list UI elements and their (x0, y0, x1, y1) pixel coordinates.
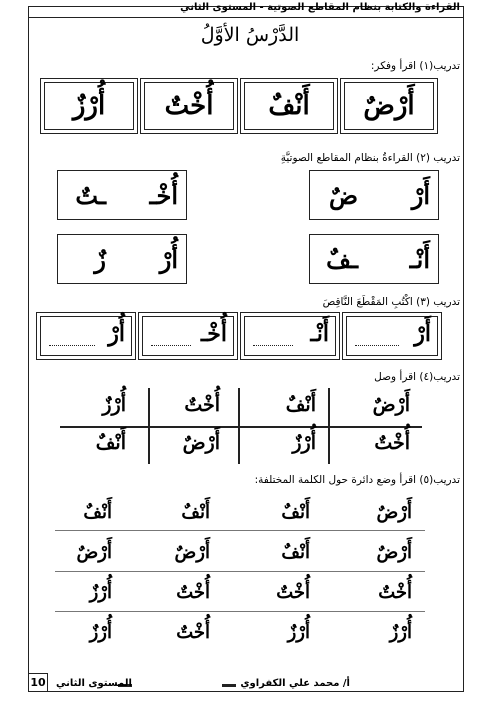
dotted-blank[interactable] (253, 345, 293, 346)
syllable-card: أَنْـ ـفٌ (310, 234, 438, 284)
match-word[interactable]: أُخْتٌ (374, 432, 410, 454)
dotted-blank[interactable] (355, 345, 399, 346)
table-vertical-line (328, 388, 330, 464)
choice-word[interactable]: أَنْفٌ (281, 502, 310, 523)
footer-teacher: أ/ محمد علي الكفراوي (240, 678, 350, 689)
choice-word[interactable]: أُرْزٌ (89, 622, 112, 643)
choice-word[interactable]: أُخْتٌ (378, 582, 412, 603)
lesson-title: الدَّرْسُ الأوَّلُ (200, 24, 300, 46)
header-title: القراءة والكتابة بنظام المقاطع الصوتية - المستوى الثاني (180, 2, 460, 13)
syllable-card: أُرْ زٌ (58, 234, 186, 284)
exercise-5-title: تدريب(٥) اقرأ وضع دائرة حول الكلمة المختلفة: (254, 474, 460, 486)
word-card: أَرْضٌ (340, 78, 438, 134)
match-word[interactable]: أَنْفٌ (285, 394, 316, 416)
exercise-3-title: تدريب (٣) اكْتُبِ المَقْطَعَ النَّاقِصَ (322, 296, 460, 308)
table-horizontal-line (60, 426, 422, 428)
choice-word[interactable]: أُخْتٌ (176, 582, 210, 603)
match-word[interactable]: أُرْزٌ (292, 432, 316, 454)
table-vertical-line (148, 388, 150, 464)
fill-cell: أَرْ (342, 312, 442, 360)
footer-bar (222, 684, 236, 687)
choice-word[interactable]: أَرْضٌ (76, 542, 112, 563)
exercise-2-title: تدريب (٢) القراءةُ بنظام المقاطع الصوتيَّةِ (280, 152, 460, 164)
word-card: أَنْفٌ (240, 78, 338, 134)
table-vertical-line (238, 388, 240, 464)
row-divider (55, 530, 425, 531)
row-divider (55, 571, 425, 572)
choice-word[interactable]: أَنْفٌ (181, 502, 210, 523)
syllable-card: أَرْ ضٌ (310, 170, 438, 220)
row-divider (55, 611, 425, 612)
fill-cell: أَنْـ (240, 312, 340, 360)
match-word[interactable]: أُرْزٌ (102, 394, 126, 416)
choice-word[interactable]: أَنْفٌ (83, 502, 112, 523)
choice-word[interactable]: أَرْضٌ (376, 542, 412, 563)
dotted-blank[interactable] (151, 345, 191, 346)
header-rule (28, 17, 464, 18)
match-word[interactable]: أَنْفٌ (95, 432, 126, 454)
word-card: أُرْزٌ (40, 78, 138, 134)
choice-word[interactable]: أُرْزٌ (287, 622, 310, 643)
choice-word[interactable]: أَنْفٌ (281, 542, 310, 563)
exercise-4-title: تدريب(٤) اقرأ وصل (374, 371, 460, 383)
dotted-blank[interactable] (49, 345, 95, 346)
syllable-card: أُخْـ ـتٌ (58, 170, 186, 220)
choice-word[interactable]: أُرْزٌ (89, 582, 112, 603)
match-word[interactable]: أَرْضٌ (182, 432, 220, 454)
choice-word[interactable]: أَرْضٌ (376, 502, 412, 523)
word-card: أُخْتٌ (140, 78, 238, 134)
choice-word[interactable]: أُخْتٌ (276, 582, 310, 603)
match-word[interactable]: أُخْتٌ (184, 394, 220, 416)
footer-level: المستوى الثاني (56, 678, 132, 689)
choice-word[interactable]: أُخْتٌ (176, 622, 210, 643)
choice-word[interactable]: أَرْضٌ (174, 542, 210, 563)
choice-word[interactable]: أُرْزٌ (389, 622, 412, 643)
page-number: 10 (28, 673, 48, 692)
exercise-1-title: تدريب(١) اقرأ وفكر: (370, 60, 460, 72)
fill-cell: أُخْـ (138, 312, 238, 360)
fill-cell: أُرْ (36, 312, 136, 360)
match-word[interactable]: أَرْضٌ (372, 394, 410, 416)
